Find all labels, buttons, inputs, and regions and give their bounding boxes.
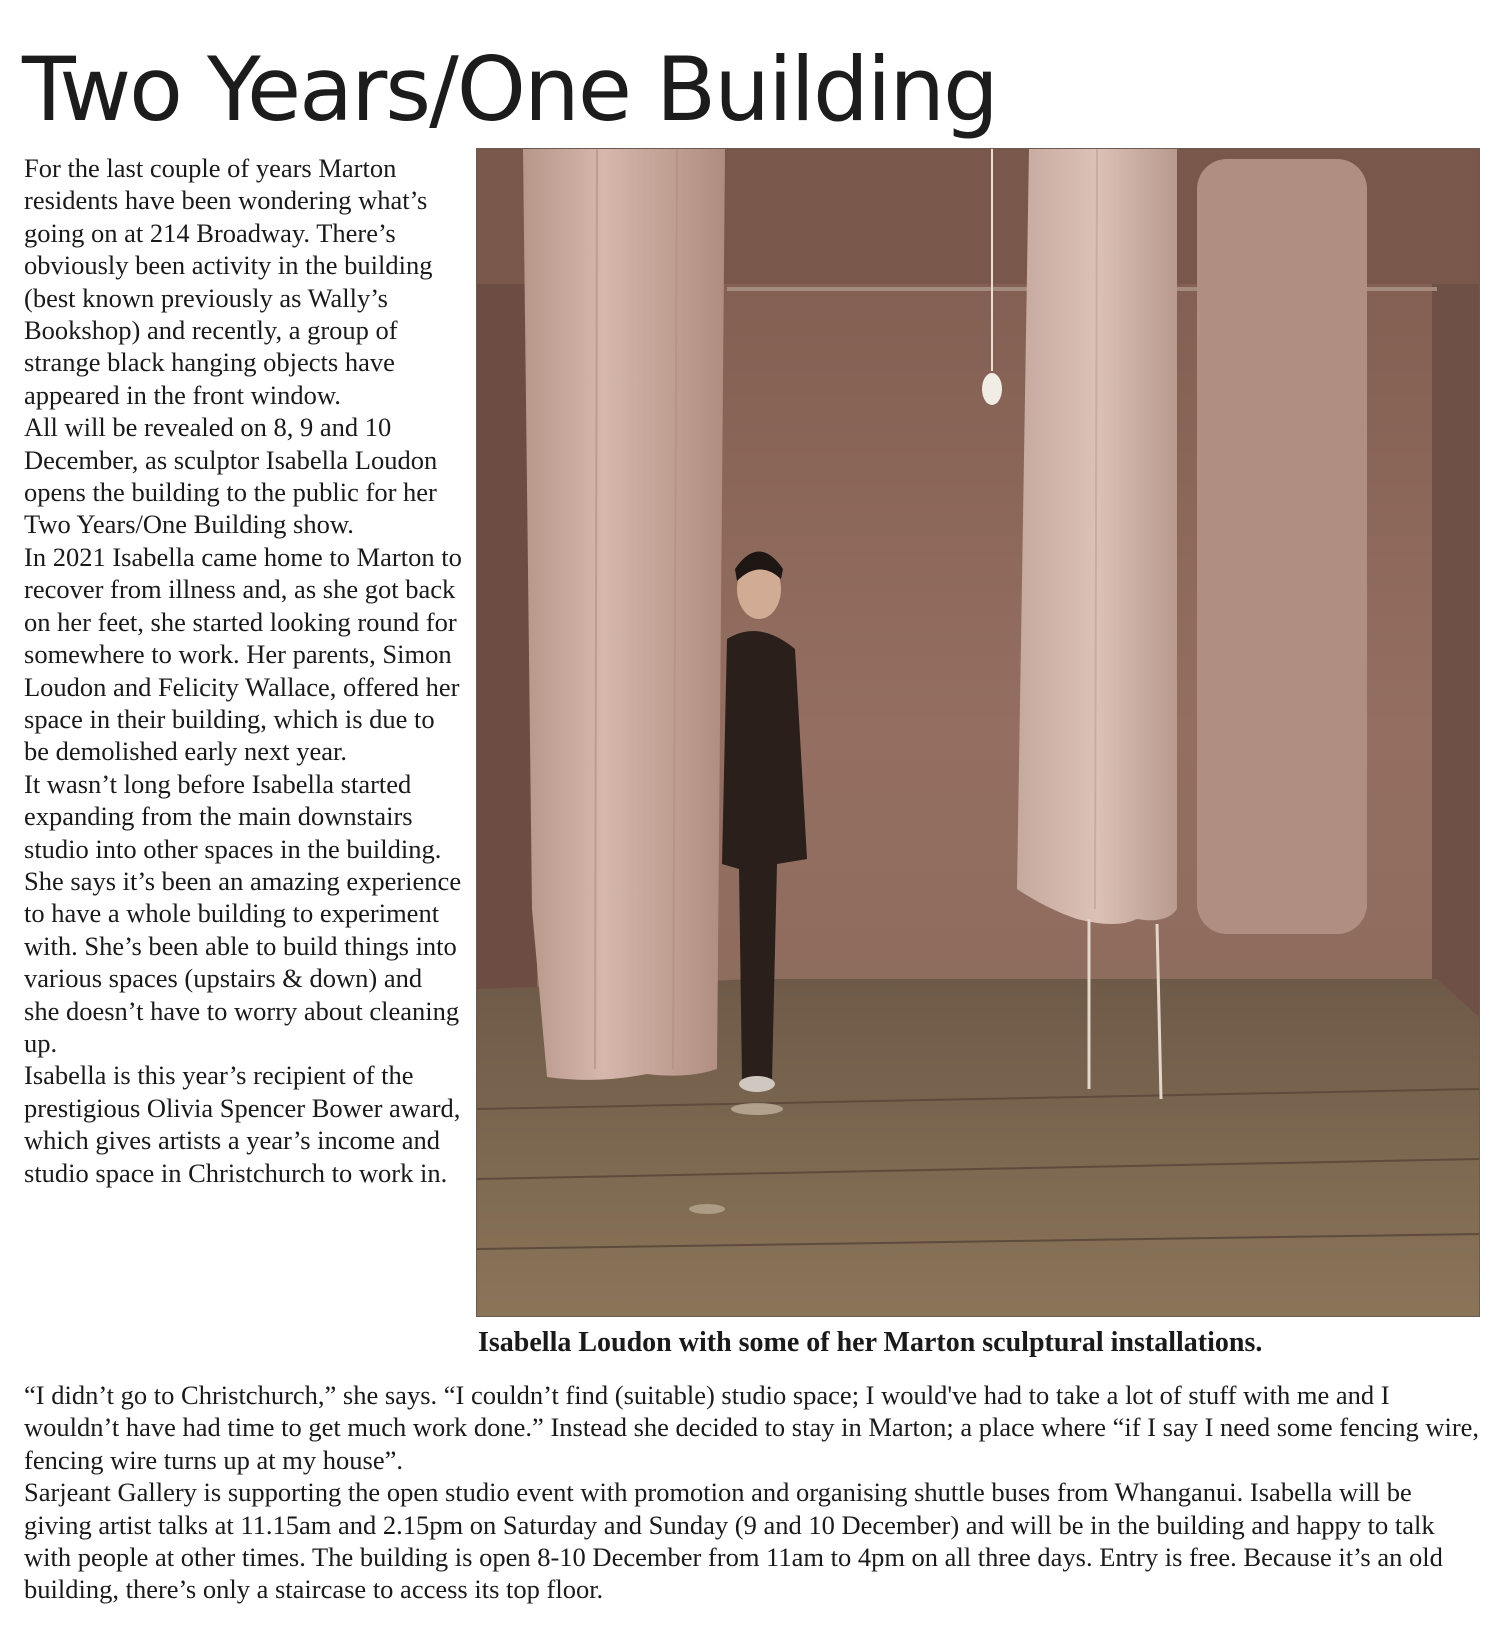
article-wide-text xyxy=(24,1379,1480,1606)
headline: Two Years/One Building xyxy=(22,38,997,141)
paragraph: It wasn’t long before Isabella started expanding from the main downstairs studio into other spaces in the building. She says it’s been an amazing experience to have a whole building to experiment with. She’s been able to build things into various spaces (upstairs & down) and she doesn’t have to worry about cleaning up. xyxy=(24,768,462,1058)
paragraph: Isabella is this year’s recipient of the prestigious Olivia Spencer Bower award, which gives artists a year’s income and studio space in Christchurch to work in. xyxy=(24,1060,461,1188)
article-column xyxy=(24,152,462,1189)
paragraph: All will be revealed on 8, 9 and 10 December, as sculptor Isabella Loudon opens the building to the public for her Two Years/One Building show. xyxy=(24,412,438,540)
paragraph: In 2021 Isabella came home to Marton to recover from illness and, as she got back on her feet, she started looking round for somewhere to work. Her parents, Simon Loudon and Felicity Wallace, offered her space in their building, which is due to be demolished early next year. xyxy=(24,541,462,767)
paragraph: For the last couple of years Marton residents have been wondering what’s going on at 214 Broadway. There’s obviously been activity in the building (best known previously as Wally’s Bookshop) and recently, a group of strange black hanging objects have appeared in the front window. xyxy=(24,153,433,410)
paragraph: Sarjeant Gallery is supporting the open studio event with promotion and organising shuttle buses from Whanganui. Isabella will be giving artist talks at 11.15am and 2.15pm on Saturday and Sunday (9 and 10 December) and will be in the building and happy to talk with people at other times. The building is open 8-10 December from 11am to 4pm on all three days. Entry is free. Because it’s an old building, there’s only a staircase to access its top floor. xyxy=(24,1477,1443,1605)
paragraph: “I didn’t go to Christchurch,” she says. “I couldn’t find (suitable) studio space; I would've had to take a lot of stuff with me and I wouldn’t have had time to get much work done.” Instead she decided to stay in Marton; a place where “if I say I need some fencing wire, fencing wire turns up at my house”. xyxy=(24,1380,1480,1475)
photo-caption: Isabella Loudon with some of her Marton sculptural installations. xyxy=(478,1327,1263,1358)
installation-photo xyxy=(476,148,1480,1317)
